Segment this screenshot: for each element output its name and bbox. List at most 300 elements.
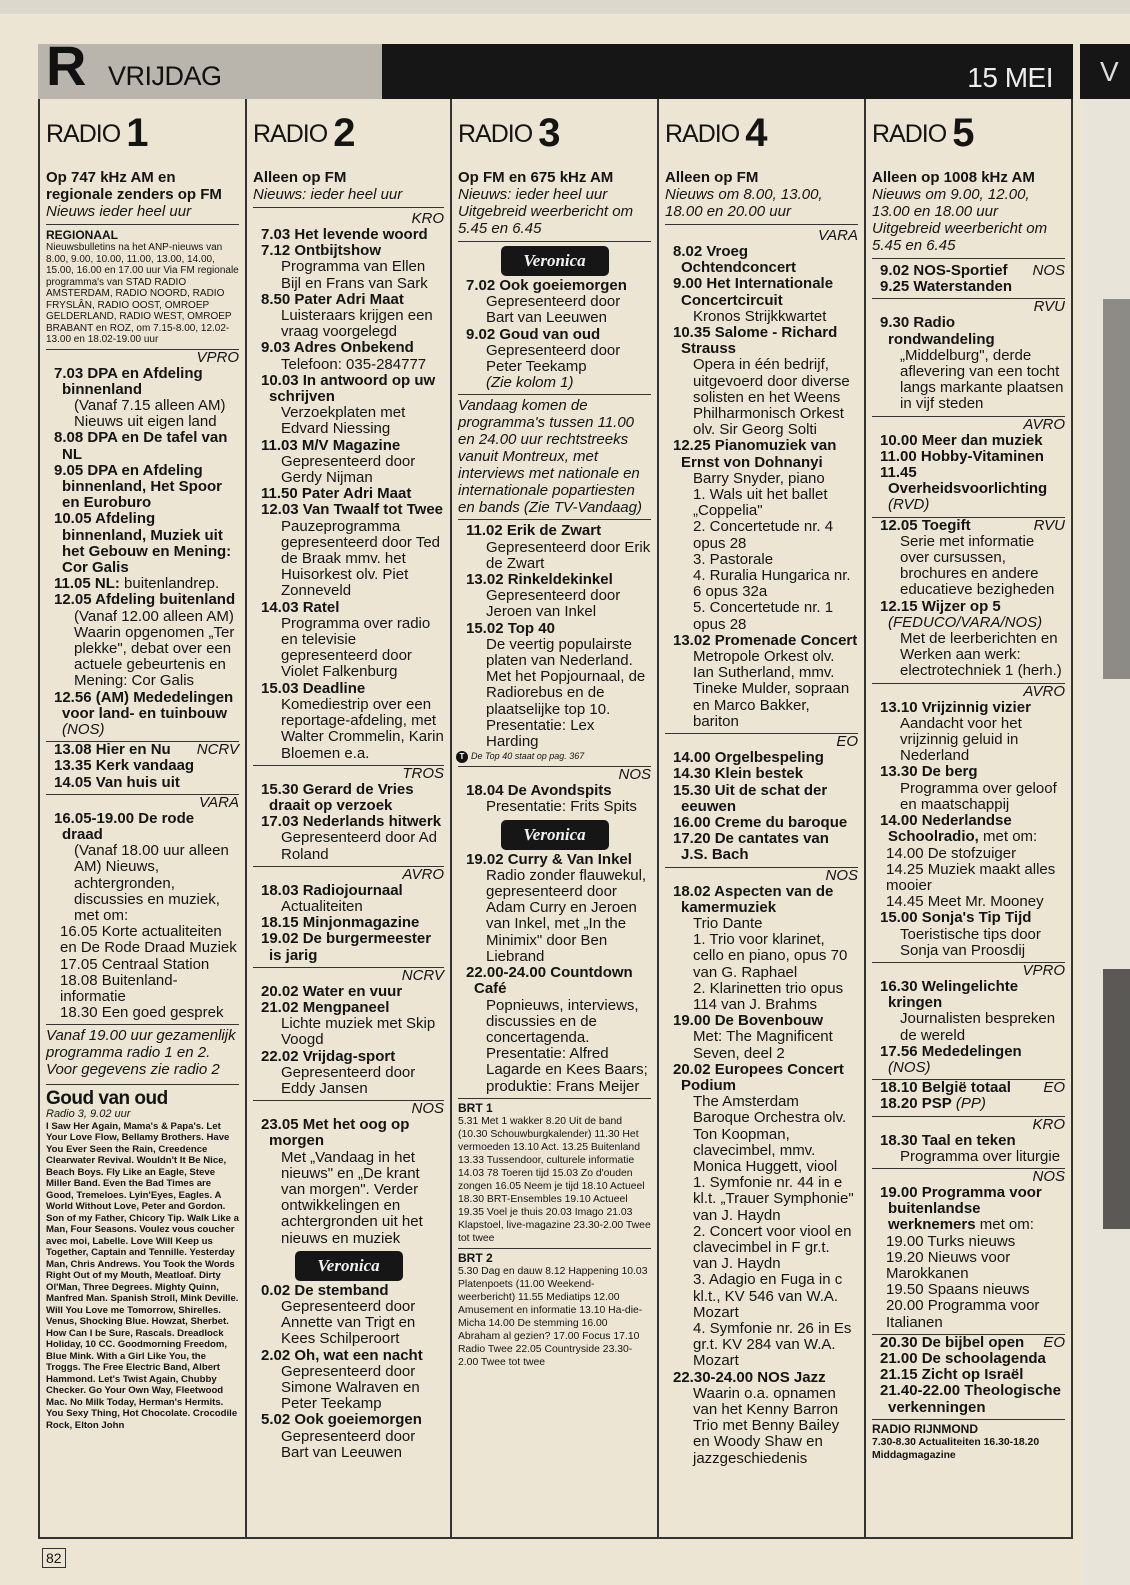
sub-item: 18.30 Een goed gesprek (60, 1004, 224, 1022)
program-entry (253, 1412, 444, 1428)
program-list-item: 2. Concertetude nr. 4 opus 28 (693, 518, 834, 552)
broadcaster-label: EO (665, 733, 858, 750)
program-title: 19.02 De burgermeester is jarig (261, 930, 432, 964)
program-entry (46, 775, 239, 791)
header-day-panel (38, 34, 382, 99)
program-entry (665, 884, 858, 916)
program-title: 13.02 Promenade Concert (673, 631, 858, 649)
program-title: 8.50 Pater Adri Maat (261, 290, 404, 308)
broadcaster-label: TROS (253, 765, 444, 782)
next-page-photo (1103, 969, 1130, 1229)
program-entry (253, 292, 444, 308)
program-title: 22.30-24.00 NOS Jazz (673, 1368, 826, 1386)
program-entry (253, 502, 444, 518)
program-entry (458, 278, 651, 294)
program-entry (253, 782, 444, 814)
rijnmond-schedule: 7.30-8.30 Actualiteiten 16.30-18.20 Middagmagazine (872, 1436, 1040, 1461)
program-entry (665, 1370, 858, 1386)
program-entry (458, 523, 651, 539)
program-entry (46, 758, 239, 774)
program-broadcaster: (NOS) (62, 720, 105, 738)
goud-van-oud-list: I Saw Her Again, Mama's & Papa's. Let Your Love Flow, Bellamy Brothers. Have You Ever Seen the Rain, Creedence Clearwater Revival. Wouldn't It Be Nice, Beach Boys. Fly Like an Eagle, Steve Miller Band. Even the Bad Times are Good, Tremeloes. Lyin'Eyes, Eagles. A World Without Love, Peter and Gordon. Son of my Father, Chicory Tip. Walk Like a Man, Four Seasons. Voulez vous coucher avec moi, Labelle. Love Will Keep us Together, Captain and Tennille. Yesterday Man, Chris Andrews. You Took the Words Right Out of my Mouth, Meatloaf. Dirty Ol'Man, Three Degrees. Mighty Quinn, Manfred Man. Spanish Stroll, Mink Deville. Will You Love me Tomorrow, Shirelles. Venus, Shocking Blue. Howzat, Sherbet. How Can I be Sure, Rascals. Dreadlock Holiday, 10 CC. Goodmorning Freedom, Blue Mink. With a Girl Like You, the Troggs. The Free Electric Band, Albert Hammond. Let's Twist Again, Chubby Checker. Go Your Own Way, Fleetwood Mac. No Milk Today, Herman's Hermits. You Sexy Thing, Hot Chocolate. Crocodile Rock, Elton John (46, 1120, 239, 1431)
program-desc: Kronos Strijkkwartet (693, 307, 827, 325)
program-title: 11.50 Pater Adri Maat (261, 485, 412, 503)
program-desc: Verzoekplaten met Edvard Niessing (281, 404, 406, 438)
program-list-item: 4. Ruralia Hungarica nr. 6 opus 32a (693, 567, 851, 601)
program-title: 20.30 De bijbel open (880, 1333, 1025, 1351)
program-desc: Gepresenteerd door Gerdy Nijman (281, 452, 416, 487)
program-title: 11.03 M/V Magazine (261, 436, 401, 454)
program-title: 21.02 Mengpaneel (261, 998, 390, 1016)
program-title: 12.15 Wijzer op 5 (880, 597, 1001, 615)
program-entry (458, 621, 651, 637)
program-desc: Pauzeprogramma gepresenteerd door Ted de Braak mmv. het Huisorkest olv. Piet Zonneveld (281, 517, 441, 600)
program-entry (665, 633, 858, 649)
broadcaster-label: NOS (872, 1168, 1065, 1185)
sub-item: 19.20 Nieuws voor Marokkanen (886, 1248, 1011, 1282)
program-broadcaster: NOS (1032, 262, 1065, 279)
radio5-title (872, 99, 1065, 169)
intro-frequency: Op 747 kHz AM en regionale zenders op FM (46, 169, 222, 203)
program-entry (665, 815, 858, 831)
sub-item: 18.08 Buitenland-informatie (60, 971, 178, 1006)
program-entry (253, 600, 444, 616)
program-desc: „Middelburg", derde aflevering van een tocht langs markante plaatsen in vijf steden (900, 346, 1064, 413)
radio3-column (450, 99, 657, 1537)
program-title: 14.05 Van huis uit (54, 773, 180, 791)
sub-item: 16.05 Korte actualiteiten en De Rode Draad Muziek (60, 923, 237, 957)
intro-news: Nieuws: ieder heel uur Uitgebreid weerbericht om 5.45 en 6.45 (458, 186, 634, 237)
intro-news: Nieuws ieder heel uur (46, 203, 192, 220)
program-title: 21.40-22.00 Theologische verkenningen (880, 1382, 1061, 1416)
radio1-column (40, 99, 245, 1537)
program-desc: Met „Vandaag in het nieuws" en „De krant van morgen". Verder ontwikkelingen en achtergronden uit het nieuws en muziek (281, 1148, 423, 1247)
program-title: 14.00 Nederlandse Schoolradio, (880, 812, 1012, 846)
program-desc: Lichte muziek met Skip Voogd (281, 1015, 436, 1049)
program-title: 18.30 Taal en teken (880, 1131, 1016, 1149)
program-desc: Opera in één bedrijf, uitgevoerd door diverse solisten en het Weens Philharmonisch Orkest olv. Sir Georg Solti (693, 356, 850, 439)
program-desc: Gepresenteerd door Ad Roland (281, 829, 437, 863)
regional-title: REGIONAAL (46, 228, 118, 242)
program-title: 17.20 De cantates van J.S. Bach (673, 830, 829, 864)
program-title: 9.00 Het Internationale Concertcircuit (673, 275, 834, 309)
program-entry (872, 910, 1065, 926)
radio1-note: Vanaf 19.00 uur gezamenlijk programma radio 1 en 2. Voor gegevens zie radio 2 (46, 1024, 239, 1078)
program-entry (872, 263, 1065, 279)
program-entry (872, 1080, 1065, 1096)
program-title: 13.10 Vrijzinnig vizier (880, 698, 1031, 716)
page-header (38, 34, 1073, 99)
program-title: 18.03 Radiojournaal (261, 881, 403, 899)
program-list-item: 1. Symfonie nr. 44 in e kl.t. „Trauer Symphonie" van J. Haydn (693, 1174, 854, 1224)
program-title: 11.05 NL: (54, 575, 120, 593)
program-title: 11.00 Hobby-Vitaminen (880, 447, 1044, 465)
program-list-item: 1. Trio voor klarinet, cello en piano, opus 70 van G. Raphael (693, 931, 848, 981)
program-entry (46, 463, 239, 512)
program-title: 12.05 Afdeling buitenland (54, 591, 236, 609)
program-desc: Trio Dante (693, 914, 763, 932)
program-title: 9.05 DPA en Afdeling binnenland, Het Spoor en Euroburo (54, 461, 222, 512)
program-title: 18.15 Minjonmagazine (261, 914, 420, 932)
program-desc: Gepresenteerd door Jeroen van Inkel (486, 587, 621, 621)
rijnmond-title: RADIO RIJNMOND (872, 1419, 1065, 1436)
program-title: 7.02 Ook goeiemorgen (466, 277, 627, 294)
program-entry (458, 327, 651, 343)
program-title: 16.30 Welingelichte kringen (880, 977, 1019, 1012)
program-rest: met om: (979, 1216, 1034, 1234)
program-title: 7.12 Ontbijtshow (261, 242, 382, 260)
program-title: 13.35 Kerk vandaag (54, 757, 195, 775)
program-desc: Actualiteiten (281, 897, 363, 915)
broadcaster-label: NOS (458, 766, 651, 783)
program-title: 10.03 In antwoord op uw schrijven (261, 371, 436, 406)
broadcaster-label: VPRO (872, 962, 1065, 979)
broadcaster-label: AVRO (253, 866, 444, 883)
program-entry (665, 1062, 858, 1094)
program-title: 15.00 Sonja's Tip Tijd (880, 909, 1032, 927)
radio4-intro (665, 169, 858, 225)
program-broadcaster: NCRV (196, 741, 239, 759)
program-entry (253, 340, 444, 356)
veronica-logo: Veronica (295, 1251, 403, 1281)
program-entry (872, 1351, 1065, 1367)
radio5-column (864, 99, 1071, 1537)
radio-number: 1 (126, 111, 149, 155)
sub-item: 20.00 Programma voor Italianen (886, 1297, 1040, 1331)
program-title: 13.30 De berg (880, 763, 978, 781)
broadcaster-label: KRO (872, 1116, 1065, 1133)
program-desc: Radio zonder flauwekul, gepresenteerd door Adam Curry en Jeroen van Inkel, met „In the Minimix" door Ben Liebrand (486, 866, 647, 965)
program-title: 9.25 Waterstanden (880, 278, 1012, 296)
goud-van-oud-title: Goud van oud (46, 1084, 239, 1109)
program-title: 8.08 DPA en De tafel van NL (54, 429, 228, 463)
program-entry (253, 1283, 444, 1299)
veronica-logo: Veronica (501, 820, 609, 850)
program-desc: The Amsterdam Baroque Orchestra olv. Ton Koopman, clavecimbel, mmv. Monica Huggett, viool (693, 1093, 847, 1175)
program-desc: Serie met informatie over cursussen, brochures en andere educatieve bezigheden (900, 532, 1055, 599)
program-desc: Gepresenteerd door Bart van Leeuwen (281, 1427, 416, 1461)
program-entry (665, 831, 858, 863)
program-title: 7.03 DPA en Afdeling binnenland (54, 364, 203, 398)
top40-note (456, 750, 651, 763)
program-entry (46, 742, 239, 758)
broadcaster-label: KRO (411, 210, 444, 227)
program-entry (458, 965, 651, 997)
program-title: 21.00 De schoolagenda (880, 1349, 1046, 1367)
program-entry (458, 852, 651, 868)
program-title: 22.02 Vrijdag-sport (261, 1047, 396, 1065)
program-entry (46, 576, 239, 592)
radio2-title (253, 99, 444, 169)
program-entry (872, 1383, 1065, 1415)
program-title: 7.03 Het levende woord (261, 226, 428, 243)
program-entry (872, 465, 1065, 514)
program-list-item: 4. Symfonie nr. 26 in Es gr.t. KV 284 van W.A. Mozart (693, 1320, 852, 1370)
program-title: 9.02 NOS-Sportief (880, 262, 1008, 279)
program-desc: Gepresenteerd door Eddy Jansen (281, 1063, 416, 1097)
broadcaster-label: VPRO (46, 349, 239, 366)
program-entry (253, 1049, 444, 1065)
program-entry (46, 811, 239, 843)
program-desc: Popnieuws, interviews, discussies en de concertagenda. Presentatie: Alfred Lagarde en Kees Baars; produktie: Frans Meijer (486, 996, 648, 1095)
radio-label: RADIO (253, 120, 328, 148)
program-desc: Met de leerberichten en Werken aan werk: electrotechniek 1 (herh.) (900, 630, 1062, 680)
program-entry (46, 592, 239, 608)
program-title: 15.02 Top 40 (466, 619, 555, 637)
program-title: 15.30 Uit de schat der eeuwen (673, 781, 828, 815)
radio2-column (245, 99, 450, 1537)
program-title: 21.15 Zicht op Israël (880, 1366, 1024, 1384)
program-entry (46, 511, 239, 576)
program-entry (253, 681, 444, 697)
program-entry (872, 1335, 1065, 1351)
program-title: 10.35 Salome - Richard Strauss (673, 324, 838, 358)
intro-frequency: Alleen op FM (253, 169, 347, 186)
broadcaster-label: NCRV (253, 967, 444, 984)
broadcaster-label: NOS (253, 1100, 444, 1117)
program-title: 16.00 Creme du baroque (673, 813, 848, 831)
program-desc: Programma over radio en televisie gepresenteerd door Violet Falkenburg (281, 614, 431, 681)
program-entry (665, 244, 858, 276)
program-entry (665, 276, 858, 308)
program-title: 19.02 Curry & Van Inkel (466, 850, 632, 868)
intro-frequency: Alleen op 1008 kHz AM (872, 169, 1035, 186)
intro-frequency: Alleen op FM (665, 169, 759, 186)
program-desc: (Vanaf 18.00 uur alleen AM) Nieuws, achtergronden, discussies en muziek, met om: (74, 842, 229, 924)
program-entry (46, 430, 239, 462)
intro-frequency: Op FM en 675 kHz AM (458, 169, 614, 186)
sub-item: 14.00 De stofzuiger (886, 844, 1017, 862)
program-entry (253, 486, 444, 502)
program-broadcaster: (RVD) (888, 496, 930, 514)
program-title: 17.03 Nederlands hitwerk (261, 813, 442, 831)
program-desc: Programma over liturgie (900, 1147, 1061, 1165)
brt2-schedule: 5.30 Dag en dauw 8.12 Happening 10.03 Platenpoets (11.00 Weekend-weerbericht) 11.55 Mediatips 12.00 Amusement en informatie 13.10 Ha-die-Micha 14.00 De stemming 16.00 Abraham al gezien? 17.00 Focus 17.10 Radio Twee 22.05 Countryside 23.30-2.00 Twee tot twee (458, 1265, 648, 1368)
program-entry (872, 279, 1065, 295)
program-entry (665, 750, 858, 766)
sub-item: 19.50 Spaans nieuws (886, 1281, 1030, 1299)
program-desc: Presentatie: Frits Spits (486, 798, 637, 816)
program-broadcaster: (PP) (955, 1095, 986, 1113)
program-title: 12.05 Toegift (880, 516, 971, 534)
program-entry (872, 518, 1065, 534)
program-title: 14.00 Orgelbespeling (673, 749, 824, 767)
page-top-edge (0, 0, 1130, 14)
radio3-note: Vandaag komen de programma's tussen 11.00 en 24.00 uur rechtstreeks vanuit Montreux, met interviews met nationale en internationale popartiesten en bands (Zie TV-Vandaag) (458, 394, 651, 520)
radio5-intro (872, 169, 1065, 259)
program-title: 5.02 Ook goeiemorgen (261, 1411, 422, 1429)
program-title: 17.56 Mededelingen (880, 1042, 1022, 1060)
program-entry (253, 915, 444, 931)
program-entry (253, 883, 444, 899)
program-entry (872, 764, 1065, 780)
program-broadcaster: EO (1043, 1079, 1065, 1097)
program-entry (665, 1013, 858, 1029)
program-entry (253, 1117, 444, 1149)
program-entry (872, 1044, 1065, 1076)
header-logo-letter: R (46, 34, 87, 97)
sub-item: 19.00 Turks nieuws (886, 1232, 1016, 1250)
program-title: 12.56 (AM) Mededelingen voor land- en tuinbouw (54, 688, 234, 722)
program-entry (253, 1348, 444, 1364)
program-title: 13.02 Rinkeldekinkel (466, 571, 613, 589)
program-entry (665, 783, 858, 815)
broadcaster-label: AVRO (872, 416, 1065, 433)
next-page-header: V (1080, 44, 1130, 99)
broadcaster-label: NOS (665, 867, 858, 884)
sub-item: 14.45 Meet Mr. Mooney (886, 893, 1044, 911)
program-title: 20.02 Europees Concert Podium (673, 1060, 844, 1094)
program-title: 20.02 Water en vuur (261, 982, 403, 1000)
program-title: 12.25 Pianomuziek van Ernst von Dohnanyi (673, 437, 837, 471)
radio-label: RADIO (665, 120, 740, 148)
program-title: 14.30 Klein bestek (673, 765, 804, 783)
program-title: 18.04 De Avondspits (466, 782, 612, 800)
program-title: 11.02 Erik de Zwart (466, 522, 602, 540)
program-entry (253, 227, 444, 243)
program-entry (872, 1133, 1065, 1149)
program-entry (253, 438, 444, 454)
regional-text: Nieuwsbulletins na het ANP-nieuws van 8.00, 9.00, 10.00, 11.00, 13.00, 14.00, 15.00, 16.00 en 17.00 uur Via FM regionale programma's van STAD RADIO AMSTERDAM, RADIO NOORD, RADIO FRYSLÂN, RADIO OOST, OMROEP GELDERLAND, RADIO WEST, OMROEP BRABANT en ROZ, om 7.15-8.00, 12.02-13.00 en 18.02-19.00 uur (46, 242, 239, 345)
brt2-title: BRT 2 (458, 1248, 651, 1265)
program-entry (872, 1096, 1065, 1112)
radio4-column (657, 99, 864, 1537)
program-desc: Programma over geloof en maatschappij (900, 779, 1057, 813)
program-desc: Journalisten bespreken de wereld (900, 1010, 1056, 1044)
program-entry (872, 449, 1065, 465)
radio-number: 2 (333, 111, 356, 155)
top40-note-text: De Top 40 staat op pag. 367 (471, 751, 585, 762)
brt1-title: BRT 1 (458, 1098, 651, 1115)
program-desc: Gepresenteerd door Bart van Leeuwen (486, 293, 621, 327)
program-desc: (Zie kolom 1) (486, 374, 574, 392)
program-broadcaster: EO (1043, 1333, 1065, 1351)
program-title: 18.10 België totaal (880, 1079, 1011, 1097)
program-desc: (Vanaf 7.15 alleen AM) Nieuws uit eigen land (74, 396, 226, 431)
program-desc: Met: The Magnificent Seven, deel 2 (693, 1028, 833, 1062)
sub-item: 14.25 Muziek maakt alles mooier (886, 860, 1056, 894)
program-entry (253, 814, 444, 830)
program-title: 9.03 Adres Onbekend (261, 339, 414, 357)
radio-label: RADIO (872, 120, 947, 148)
program-entry (253, 931, 444, 963)
radio-number: 4 (745, 111, 768, 155)
program-title: 15.03 Deadline (261, 679, 366, 697)
program-desc: Toeristische tips door Sonja van Proosdij (900, 925, 1041, 959)
program-entry (253, 984, 444, 1000)
program-desc: Telefoon: 035-284777 (281, 355, 427, 373)
header-date: 15 MEI (967, 62, 1053, 93)
sub-item: 17.05 Centraal Station (60, 955, 210, 973)
program-list-item: 2. Klarinetten trio opus 114 van J. Brahms (693, 979, 844, 1013)
program-desc: (Vanaf 12.00 alleen AM) Waarin opgenomen „Ter plekke", debat over een actuele gebeurtenis en Mening: Cor Galis (74, 607, 235, 690)
program-broadcaster: (NOS) (888, 1058, 931, 1076)
next-page-photo (1103, 299, 1130, 679)
program-desc: Barry Snyder, piano (693, 469, 825, 487)
program-entry (872, 1185, 1065, 1234)
program-broadcaster: (FEDUCO/VARA/NOS) (888, 613, 1043, 631)
goud-van-oud-time: Radio 3, 9.02 uur (46, 1108, 131, 1121)
program-desc: Programma van Ellen Bijl en Frans van Sark (281, 258, 428, 292)
program-entry (665, 325, 858, 357)
header-day: VRIJDAG (108, 61, 222, 91)
veronica-logo: Veronica (501, 246, 609, 276)
program-list-item: 1. Wals uit het ballet „Coppelia" (693, 486, 828, 520)
program-title: 0.02 De stemband (261, 1281, 389, 1299)
program-entry (665, 766, 858, 782)
program-title: 15.30 Gerard de Vries draait op verzoek (261, 780, 414, 814)
radio1-title (46, 99, 239, 169)
next-page-edge (1083, 99, 1130, 1585)
program-entry (665, 438, 858, 470)
program-desc: Gepresenteerd door Peter Teekamp (486, 341, 621, 376)
program-broadcaster: RVU (1033, 516, 1065, 534)
broadcaster-label: RVU (872, 298, 1065, 315)
program-entry (458, 783, 651, 799)
program-list-item: 3. Pastorale (693, 550, 774, 568)
radio-label: RADIO (458, 120, 533, 148)
page-number: 82 (42, 1548, 66, 1568)
broadcaster-label: VARA (46, 794, 239, 811)
program-title: 13.08 Hier en Nu (54, 741, 171, 759)
program-list-item: 2. Concert voor viool en clavecimbel in F gr.t. van J. Haydn (693, 1222, 852, 1273)
program-entry (46, 366, 239, 398)
program-entry (872, 433, 1065, 449)
radio3-intro (458, 169, 651, 242)
program-title: 9.30 Radio rondwandeling (880, 314, 995, 348)
program-entry (872, 599, 1065, 631)
program-entry (253, 1000, 444, 1016)
program-list-item: 3. Adagio en Fuga in c kl.t., KV 546 van W.A. Mozart (693, 1271, 843, 1321)
program-title: 18.20 PSP (880, 1095, 952, 1113)
program-title: 2.02 Oh, wat een nacht (261, 1346, 423, 1364)
program-desc: Gepresenteerd door Simone Walraven en Peter Teekamp (281, 1362, 420, 1413)
radio4-title (665, 99, 858, 169)
program-title: 18.02 Aspecten van de kamermuziek (673, 882, 834, 916)
program-list-item: 5. Concertetude nr. 1 opus 28 (693, 599, 834, 633)
program-desc: Luisteraars krijgen een vraag voorgelegd (281, 307, 433, 341)
radio-label: RADIO (46, 120, 121, 148)
program-desc: Waarin o.a. opnamen van het Kenny Barron Trio met Benny Bailey en Woody Shaw en jazzgeschiedenis (693, 1384, 840, 1467)
radio1-intro (46, 169, 239, 225)
program-title: 23.05 Met het oog op morgen (261, 1116, 410, 1150)
program-title: 10.00 Meer dan muziek (880, 431, 1043, 449)
program-title: 19.00 Programma voor buitenlandse werknemers (880, 1183, 1042, 1234)
radio3-title (458, 99, 651, 169)
schedule-grid (38, 99, 1073, 1539)
program-title: 16.05-19.00 De rode draad (54, 809, 195, 843)
program-rest: buitenlandrep. (124, 575, 220, 593)
program-title: 10.05 Afdeling binnenland, Muziek uit het Gebouw en Mening: Cor Galis (54, 510, 232, 576)
program-desc: De veertig populairste platen van Nederland. Met het Popjournaal, de Radiorebus en de plaatselijke top 10. Presentatie: Lex Harding (486, 635, 646, 751)
broadcaster-label: AVRO (872, 683, 1065, 700)
radio-number: 5 (952, 111, 975, 155)
broadcaster-label: VARA (817, 227, 858, 244)
program-desc: Komediestrip over een reportage-afdeling, met Walter Crommelin, Karin Bloemen e.a. (281, 695, 444, 762)
program-desc: Gepresenteerd door Erik de Zwart (486, 538, 651, 572)
program-title: 14.03 Ratel (261, 598, 340, 616)
program-entry (46, 690, 239, 739)
program-title: 12.03 Van Twaalf tot Twee (261, 501, 444, 519)
program-entry (253, 373, 444, 405)
program-title: 19.00 De Bovenbouw (673, 1012, 824, 1030)
radio-number: 3 (538, 111, 561, 155)
program-rest: met om: (983, 828, 1038, 846)
program-title: 9.02 Goud van oud (466, 325, 601, 343)
program-title: 22.00-24.00 Countdown Café (466, 964, 633, 998)
program-title: 11.45 Overheidsvoorlichting (880, 464, 1048, 498)
program-title: 8.02 Vroeg Ochtendconcert (673, 243, 797, 277)
